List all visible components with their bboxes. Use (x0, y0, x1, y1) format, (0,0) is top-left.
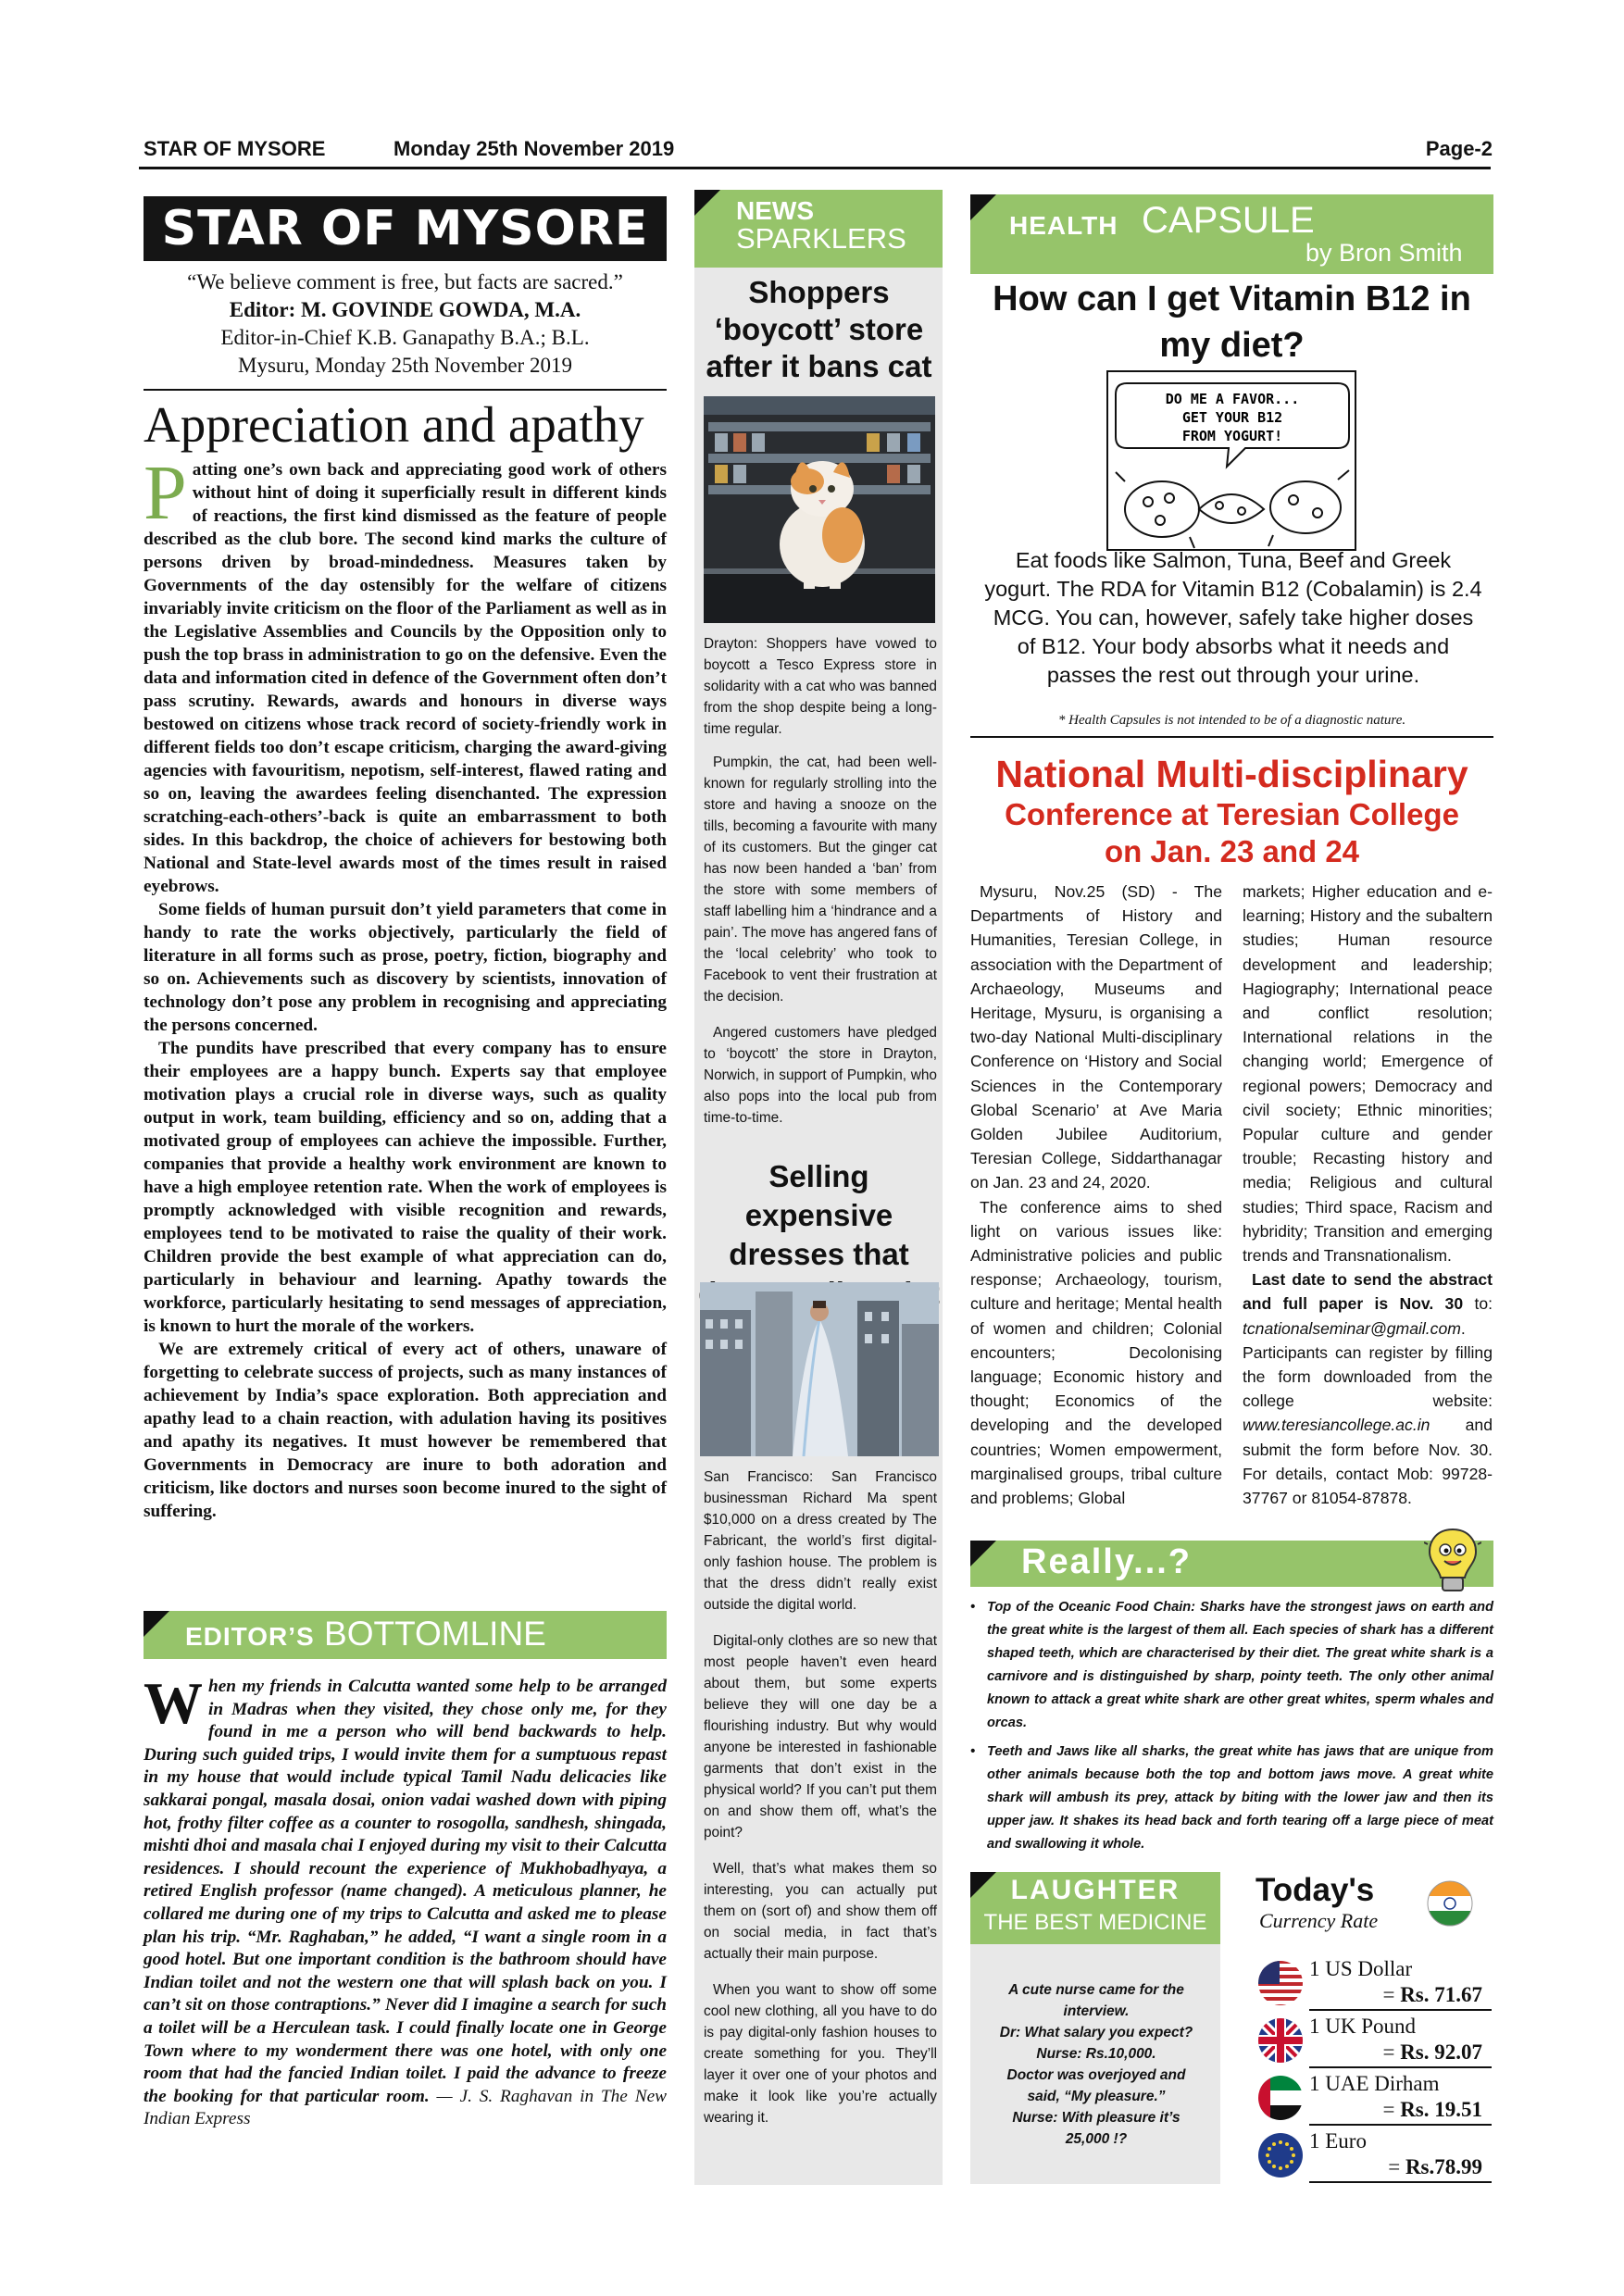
masthead-credits (144, 268, 667, 380)
corner-mark (970, 194, 996, 220)
currency-row (1246, 2128, 1492, 2183)
cartoon-text-line: GET YOUR B12 (1181, 409, 1283, 426)
conference-title-line: on Jan. 23 and 24 (1104, 834, 1360, 868)
currency-subtitle: Currency Rate (1259, 1909, 1379, 1932)
currency-row (1246, 1955, 1492, 2011)
section-rule (970, 736, 1493, 738)
health-label-bold: HEALTH (1009, 211, 1118, 240)
joke-line: A cute nurse came for the interview. (1008, 1982, 1184, 2019)
currency-rate: Rs.78.99 (1405, 2155, 1482, 2178)
story-headline: Selling expensive dresses that (729, 1159, 909, 1271)
bottomline-text: hen my friends in Calcutta wanted some help to be arranged in Madras when they visited, they chose only me, for they found in me a person who will bend backwards to help. During such guided trips, I would invite them for a sumptuous repast in my house that would include typical Tamil Nadu delicacies like sakkarai pongal, masala dosai, onion vadai washed down with piping hot, frothy filter coffee as a counter to rosogolla, sandhesh, shingada, mishti dhoi and masala chai I enjoyed during my visit to their Calcutta residences. I should recount the experience of Mukhobadhyaya, a retired English professor (name changed). A meticulous planner, he collared me during one of my trips to Calcutta and asked me to please plan his trip. “Mr. Raghaban,” he added, “I want a single room in a good hotel. But one important condition is the bathroom should have Indian toilet and not the western one that will splash back on you. I can’t sit on those contraptions.” Never did I imagine a search for such a toilet will be a Herculean task. I could finally locate one in George Town where to my wonderment there was one hotel, with only one room that had the fancied Indian toilet. I paid the advance to freeze the booking for that particular room. (144, 1677, 667, 2106)
health-disclaimer: * Health Capsules is not intended to be of a diagnostic nature. (1057, 713, 1406, 728)
bottomline-title (185, 1615, 546, 1653)
currency-name: 1 US Dollar (1309, 1957, 1413, 1980)
header-page-number: Page-2 (1425, 137, 1493, 160)
lightbulb-icon (1424, 1526, 1481, 1596)
story-headline: Shoppers ‘boycott’ store after it bans cat (706, 275, 932, 383)
news-label: SPARKLERS (736, 222, 906, 255)
story-paragraph: Digital-only clothes are so new that most people haven’t even heard about them, but some experts believe they will one day be a flourishing industry. But why would anyone be interested in fashionable garments that don’t exist in the physical world? If you can’t put them on and show them off, what’s the point? (704, 1633, 937, 1841)
bottomline-credit: — J. S. Raghavan in The New Indian Express (144, 2086, 667, 2129)
currency-rate: Rs. 71.67 (1400, 1983, 1482, 2006)
cat-photo (704, 396, 935, 623)
conference-website-link[interactable]: www.teresiancollege.ac.in (1243, 1416, 1430, 1435)
conference-text: and submit the form before Nov. 30. For details, contact Mob: 99728-37767 or 81054-87878. (1243, 1416, 1493, 1508)
conference-title-line: National Multi-disciplinary (995, 753, 1468, 795)
list-item: • Top of the Oceanic Food Chain: Sharks have the strongest jaws on earth and the great white is the largest of them all. Each species of shark has a different shaped teeth, which are characterised by their diet. The great white shark is a carnivore and is distinguished by sharp, pointy teeth. The only other animal known to attack a great white shark are other great whites, sperm whales and orcas. (970, 1596, 1493, 1735)
currency-equals: = (1388, 2155, 1405, 2178)
health-label: CAPSULE (1142, 200, 1315, 241)
corner-mark (970, 1541, 996, 1566)
currency-name: 1 UK Pound (1309, 2015, 1417, 2038)
masthead-logo: STAR OF MYSORE (144, 196, 667, 261)
story-body (704, 752, 937, 1143)
health-byline: by Bron Smith (1305, 239, 1463, 267)
editorial-body (144, 450, 667, 1523)
currency-equals: = (1382, 2098, 1401, 2121)
story-body (704, 1466, 937, 2143)
really-facts-list (970, 1596, 1493, 1862)
story-paragraph: When you want to show off some cool new clothing, all you have to do is pay digital-only fashion houses to create something for you. They’ll layer it over one of your photos and make it look like you’re actually wearing it. (704, 1982, 937, 2126)
credo-quote: “We believe comment is free, but facts are sacred.” (187, 270, 623, 293)
conference-title-line: Conference at Teresian College (1005, 797, 1459, 831)
bottomline-label-bold: EDITOR’S (185, 1622, 315, 1651)
list-item: • Teeth and Jaws like all sharks, the great white has jaws that are unique from other animals because both the top and bottom jaws move. A great white shark will ambush its prey, attack by biting with the lower jaw and then its upper jaw. It shakes its head back and forth tearing off a large piece of meat and swallowing it whole. (970, 1741, 1493, 1856)
joke-line: Dr: What salary you expect? (999, 2025, 1193, 2040)
header-rule (139, 167, 1491, 169)
really-title: Really...? (1021, 1542, 1193, 1581)
bottomline-label: BOTTOMLINE (324, 1615, 546, 1653)
cartoon-text-line: FROM YOGURT! (1181, 428, 1283, 444)
currency-rule (1309, 2124, 1492, 2126)
joke-line: Nurse: Rs.10,000. (1036, 2046, 1156, 2062)
header-date: Monday 25th November 2019 (394, 137, 675, 160)
joke-line: Doctor was overjoyed and said, “My pleasure.” (1006, 2067, 1186, 2104)
cartoon-text-line: DO ME A FAVOR... (1165, 391, 1300, 407)
yogurt-cartoon (1106, 370, 1356, 551)
uae-flag-icon (1257, 2075, 1304, 2121)
story-paragraph: San Francisco: San Francisco businessman Richard Ma spent $10,000 on a dress created by The Fabricant, the world’s first digital-only fashion house. The problem is that the dress didn’t really exist outside the digital world. (704, 1469, 937, 1613)
corner-mark (694, 190, 720, 216)
currency-rule (1309, 2009, 1492, 2011)
editorial-paragraph: Some fields of human pursuit don’t yield parameters that come in handy to rate the works objectively, particularly the field of literature in all forms such as prose, poetry, fiction, biography and so on. Achievements such as discovery by scientists, innovation of technology don’t pose any problem in recognising and appreciating the persons concerned. (144, 900, 667, 1035)
joke-line: Nurse: With pleasure it’s 25,000 !? (1012, 2110, 1181, 2147)
bottomline-body (144, 1670, 667, 2131)
story-paragraph: Well, that’s what makes them so interesting, you can actually put them on (sort of) and show them off on social media, in fact that’s actually their main purpose. (704, 1861, 937, 1962)
currency-rate: Rs. 92.07 (1400, 2040, 1482, 2064)
currency-equals: = (1382, 1983, 1401, 2006)
india-flag-icon (1426, 1879, 1474, 1928)
news-label-bold: NEWS (736, 196, 814, 225)
currency-name: 1 Euro (1309, 2129, 1367, 2152)
us-flag-icon (1257, 1960, 1304, 2006)
story-paragraph: Pumpkin, the cat, had been well-known for regularly strolling into the store and having a snooze on the tills, becoming a favourite with many of its customers. But the ginger cat has now been handed a ‘ban’ from the store with some members of staff labelling him a ‘hindrance and a pain’. The move has angered fans of the ‘local celebrity’ who took to Facebook to vent their frustration at the decision. (704, 755, 937, 1004)
conference-paragraph: Mysuru, Nov.25 (SD) - The Departments of History and Humanities, Teresian College, in association with the Department of Archaeology, Museums and Heritage, Mysuru, is organising a two-day National Multi-disciplinary Conference on ‘History and Social Sciences in the Contemporary Global Scenario’ at Ave Maria Golden Jubilee Auditorium, Teresian College, Siddarthanagar on Jan. 23 and 24, 2020. (970, 882, 1222, 1192)
editor-line: Editor: M. GOVINDE GOWDA, M.A. (229, 298, 581, 321)
eu-flag-icon (1257, 2132, 1304, 2178)
health-answer: Eat foods like Salmon, Tuna, Beef and Greek yogurt. The RDA for Vitamin B12 (Cobalamin) is 2.4 MCG. You can, however, safely take higher doses of B12. Your body absorbs what it needs and passes the rest out through your urine. (984, 548, 1482, 687)
health-question: How can I get Vitamin B12 in my diet? (993, 280, 1471, 365)
editorial-paragraph: We are extremely critical of every act of others, unaware of forgetting to celebrate success of projects, such as many instances of achievement by India’s space exploration. Both appreciation and apathy lead to a chain reaction, with adulation having its positives and apathy its negatives. It must however be remembered that Governments in Democracy are inure to both adoration and criticism, like doctors and nurses soon become inured to the sight of suffering. (144, 1340, 667, 1521)
currency-equals: = (1382, 2040, 1401, 2064)
header-paper-name: STAR OF MYSORE (144, 137, 326, 160)
currency-rule (1309, 2066, 1492, 2068)
currency-rule (1309, 2181, 1492, 2183)
conference-email-link[interactable]: tcnationalseminar@gmail.com (1243, 1318, 1461, 1338)
currency-rate: Rs. 19.51 (1400, 2098, 1482, 2121)
laughter-subtitle: THE BEST MEDICINE (983, 1910, 1207, 1935)
story-paragraph: Angered customers have pledged to ‘boycott’ the store in Drayton, Norwich, in support of Pumpkin, who also pops into the local pub from time-to-time. (704, 1025, 937, 1126)
fashion-photo (700, 1282, 939, 1456)
conference-text: to: (1463, 1294, 1493, 1314)
editor-in-chief-line: Editor-in-Chief K.B. Ganapathy B.A.; B.L. (220, 326, 590, 349)
photo-caption: Drayton: Shoppers have vowed to boycott a Tesco Express store in solidarity with a cat who was banned from the shop despite being a long-time regular. (704, 636, 937, 737)
currency-row (1246, 2070, 1492, 2126)
masthead-rule (144, 389, 667, 391)
conference-body-col1 (970, 880, 1222, 1510)
currency-title: Today's (1255, 1872, 1375, 1908)
corner-mark (144, 1611, 169, 1637)
currency-row (1246, 2013, 1492, 2068)
laughter-joke (989, 1979, 1204, 2150)
conference-deadline: Last date to send the abstract and full paper is Nov. 30 (1243, 1270, 1493, 1314)
dateline: Mysuru, Monday 25th November 2019 (238, 354, 572, 377)
editorial-dropcap: P (144, 450, 187, 536)
conference-paragraph: The conference aims to shed light on various issues like: Administrative policies and public response; Archaeology, tourism, culture and heritage; Mental health of women and children; Colonial encounters; Decolonising language; Economic history and thought; Economics of the developing and the developed countries; Women empowerment, marginalised groups, tribal culture and problems; Global (970, 1197, 1222, 1508)
conference-paragraph: markets; Higher education and e-learning; History and the subaltern studies; Human resource development and leadership; Hagiography; International peace and conflict resolution; International relations in the changing world; Emergence of regional powers; Democracy and civil society; Ethnic minorities; Popular culture and gender trouble; Recasting history and media; Religious and cultural studies; Third space, Racism and hybridity; Transition and emerging trends and Transnationalism. (1243, 882, 1493, 1266)
uk-flag-icon (1257, 2017, 1304, 2064)
editorial-paragraph: atting one’s own back and appreciating good work of others without hint of doing it superficially result in different kinds of reactions, the first kind dismissed as the feature of people described as the club bore. The second kind marks the culture of persons driven by broad-mindedness. Measures taken by Governments of the day ostensibly for the welfare of citizens invariably invite criticism on the floor of the Parliament as well as in the Legislative Assemblies and Councils by the Opposition only to push the top brass in administration to go on the defensive. Even the data and information cited in defence of the Government often don’t pass scrutiny. Rewards, awards and honours in diverse ways bestowed on citizens whose track record of society-friendly work in different fields too don’t escape criticism, charging the award-giving agencies with favouritism, nepotism, self-interest, flawed rating and so on, leaving the awardees feeling disenchanted. The expression scratching-each-others’-back is quite an embarrassment to both sides. In this backdrop, the choice of achievers for bestowing both National and State-level awards most of the times result in raised eyebrows. (144, 460, 667, 896)
editorial-paragraph: The pundits have prescribed that every company has to ensure their employees are a happy bunch. Experts say that employee motivation plays a crucial role in diverse ways, such as quality output in work, team building, efficiency and so on, adding that a motivated group of employees can achieve the impossible. Further, companies that provide a healthy work environment are known to have a high employee retention rate. When the work of employees is promptly acknowledged with visible recognition and rewards, employees tend to be motivated to raise the quality of their work. Children provide the best example of what appreciation can do, particularly in behaviour and learning. Apathy towards the workforce, particularly hesitating to send messages of appreciation, is known to hurt the morale of the workers. (144, 1039, 667, 1336)
currency-name: 1 UAE Dirham (1309, 2072, 1440, 2095)
bottomline-dropcap: W (144, 1670, 203, 1736)
conference-headline (970, 752, 1493, 870)
laughter-title: LAUGHTER (1010, 1875, 1181, 1905)
editorial-title: Appreciation and apathy (144, 396, 644, 453)
conference-body-col2 (1243, 880, 1493, 1510)
conference-text: . Participants can register by filling the form downloaded from the college website: (1243, 1318, 1493, 1411)
